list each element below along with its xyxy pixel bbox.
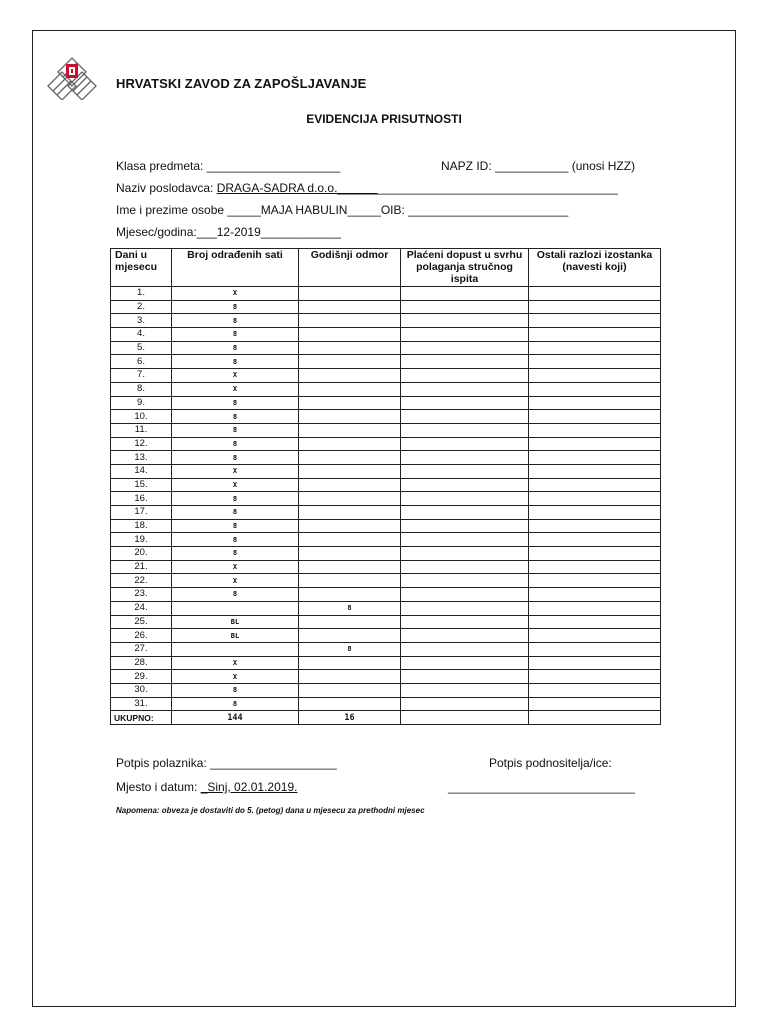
odmor-cell <box>299 382 401 396</box>
ostali-cell <box>529 382 661 396</box>
day-cell: 26. <box>111 629 172 643</box>
day-cell: 21. <box>111 560 172 574</box>
total-dopust <box>401 711 529 725</box>
day-cell: 2. <box>111 300 172 314</box>
odmor-cell <box>299 341 401 355</box>
ostali-cell <box>529 314 661 328</box>
sati-cell: 8 <box>172 533 299 547</box>
mjesto-label: Mjesto i datum: <box>116 780 201 794</box>
day-cell: 29. <box>111 670 172 684</box>
table-row <box>111 683 661 697</box>
sati-cell: 8 <box>172 396 299 410</box>
ostali-cell <box>529 287 661 301</box>
dopust-cell <box>401 656 529 670</box>
table-row <box>111 355 661 369</box>
ostali-cell <box>529 533 661 547</box>
dopust-cell <box>401 369 529 383</box>
odmor-cell <box>299 478 401 492</box>
ostali-cell <box>529 519 661 533</box>
table-row <box>111 492 661 506</box>
day-cell: 17. <box>111 506 172 520</box>
odmor-cell: 8 <box>299 601 401 615</box>
odmor-cell <box>299 588 401 602</box>
dopust-cell <box>401 642 529 656</box>
day-cell: 6. <box>111 355 172 369</box>
odmor-cell <box>299 574 401 588</box>
table-row <box>111 642 661 656</box>
sati-cell <box>172 642 299 656</box>
day-cell: 24. <box>111 601 172 615</box>
day-cell: 8. <box>111 382 172 396</box>
day-cell: 30. <box>111 683 172 697</box>
odmor-cell <box>299 328 401 342</box>
ostali-cell <box>529 547 661 561</box>
odmor-cell <box>299 369 401 383</box>
table-row <box>111 601 661 615</box>
day-cell: 1. <box>111 287 172 301</box>
table-row <box>111 478 661 492</box>
odmor-cell <box>299 615 401 629</box>
day-cell: 27. <box>111 642 172 656</box>
table-row <box>111 629 661 643</box>
ostali-cell <box>529 683 661 697</box>
ostali-cell <box>529 423 661 437</box>
table-row <box>111 615 661 629</box>
sati-cell: X <box>172 369 299 383</box>
day-cell: 23. <box>111 588 172 602</box>
ostali-cell <box>529 355 661 369</box>
ostali-cell <box>529 396 661 410</box>
dopust-cell <box>401 560 529 574</box>
odmor-cell <box>299 697 401 711</box>
sati-cell: 8 <box>172 588 299 602</box>
odmor-cell <box>299 410 401 424</box>
odmor-cell <box>299 629 401 643</box>
poslodavac-field[interactable] <box>116 181 618 195</box>
col-header-ostali: Ostali razlozi izostanka (navesti koji) <box>529 249 661 287</box>
odmor-cell <box>299 437 401 451</box>
total-label: UKUPNO: <box>111 711 172 725</box>
total-ostali <box>529 711 661 725</box>
odmor-cell <box>299 533 401 547</box>
day-cell: 25. <box>111 615 172 629</box>
ime-prezime-field[interactable] <box>116 203 568 217</box>
day-cell: 19. <box>111 533 172 547</box>
dopust-cell <box>401 697 529 711</box>
sati-cell: X <box>172 464 299 478</box>
odmor-cell <box>299 519 401 533</box>
sati-cell: 8 <box>172 341 299 355</box>
odmor-cell <box>299 314 401 328</box>
sati-cell: 8 <box>172 437 299 451</box>
dopust-cell <box>401 355 529 369</box>
table-row <box>111 451 661 465</box>
day-cell: 10. <box>111 410 172 424</box>
sati-cell: BL <box>172 629 299 643</box>
sati-cell: 8 <box>172 519 299 533</box>
ostali-cell <box>529 629 661 643</box>
ostali-cell <box>529 410 661 424</box>
odmor-cell <box>299 670 401 684</box>
dopust-cell <box>401 287 529 301</box>
odmor-cell <box>299 492 401 506</box>
day-cell: 13. <box>111 451 172 465</box>
day-cell: 22. <box>111 574 172 588</box>
dopust-cell <box>401 437 529 451</box>
table-row <box>111 670 661 684</box>
table-row <box>111 588 661 602</box>
table-row <box>111 656 661 670</box>
ime-value: _____MAJA HABULIN_____ <box>227 203 381 217</box>
day-cell: 4. <box>111 328 172 342</box>
dopust-cell <box>401 574 529 588</box>
sati-cell: 8 <box>172 547 299 561</box>
table-row <box>111 464 661 478</box>
dopust-cell <box>401 615 529 629</box>
table-row <box>111 547 661 561</box>
dopust-cell <box>401 328 529 342</box>
ostali-cell <box>529 697 661 711</box>
table-row <box>111 369 661 383</box>
table-row <box>111 300 661 314</box>
sati-cell: X <box>172 670 299 684</box>
ostali-cell <box>529 506 661 520</box>
dopust-cell <box>401 451 529 465</box>
dopust-cell <box>401 410 529 424</box>
klasa-predmeta-field[interactable]: Klasa predmeta: ____________________ <box>116 159 341 173</box>
odmor-cell <box>299 451 401 465</box>
sati-cell: 8 <box>172 328 299 342</box>
table-row <box>111 506 661 520</box>
odmor-cell <box>299 396 401 410</box>
dopust-cell <box>401 314 529 328</box>
sati-cell: X <box>172 478 299 492</box>
ostali-cell <box>529 328 661 342</box>
table-row <box>111 341 661 355</box>
total-row <box>111 711 661 725</box>
dopust-cell <box>401 629 529 643</box>
oib-label: OIB: ________________________ <box>380 203 569 217</box>
odmor-cell <box>299 423 401 437</box>
table-row <box>111 328 661 342</box>
ostali-cell <box>529 437 661 451</box>
ostali-cell <box>529 670 661 684</box>
odmor-cell <box>299 506 401 520</box>
sati-cell: 8 <box>172 683 299 697</box>
sati-cell: 8 <box>172 492 299 506</box>
day-cell: 28. <box>111 656 172 670</box>
ostali-cell <box>529 601 661 615</box>
ostali-cell <box>529 478 661 492</box>
table-row <box>111 287 661 301</box>
ostali-cell <box>529 560 661 574</box>
signature-line[interactable]: ____________________________ <box>448 780 635 794</box>
odmor-cell <box>299 300 401 314</box>
ostali-cell <box>529 492 661 506</box>
sati-cell: X <box>172 656 299 670</box>
odmor-cell <box>299 656 401 670</box>
col-header-sati: Broj odrađenih sati <box>172 249 299 287</box>
col-header-dani: Dani u mjesecu <box>111 249 172 287</box>
sati-cell: X <box>172 560 299 574</box>
odmor-cell <box>299 683 401 697</box>
sati-cell: X <box>172 382 299 396</box>
odmor-cell <box>299 464 401 478</box>
table-header-row <box>111 249 661 287</box>
odmor-cell <box>299 560 401 574</box>
table-row <box>111 423 661 437</box>
potpis-polaznika[interactable]: Potpis polaznika: ___________________ <box>116 756 337 770</box>
day-cell: 3. <box>111 314 172 328</box>
table-row <box>111 396 661 410</box>
day-cell: 20. <box>111 547 172 561</box>
dopust-cell <box>401 601 529 615</box>
poslodavac-label: Naziv poslodavca: <box>116 181 217 195</box>
potpis-podnositelja: Potpis podnositelja/ice: <box>489 756 612 770</box>
poslodavac-tail: ____________________________________ <box>377 181 618 195</box>
mjesec-label: Mjesec/godina: <box>116 225 197 239</box>
mjesto-value: _Sinj, 02.01.2019. <box>200 780 298 794</box>
sati-cell: 8 <box>172 355 299 369</box>
dopust-cell <box>401 423 529 437</box>
dopust-cell <box>401 464 529 478</box>
mjesto-datum-field[interactable] <box>116 780 297 794</box>
ostali-cell <box>529 574 661 588</box>
sati-cell: X <box>172 287 299 301</box>
col-header-odmor: Godišnji odmor <box>299 249 401 287</box>
sati-cell: 8 <box>172 451 299 465</box>
dopust-cell <box>401 478 529 492</box>
table-row <box>111 574 661 588</box>
day-cell: 7. <box>111 369 172 383</box>
odmor-cell <box>299 547 401 561</box>
ostali-cell <box>529 464 661 478</box>
table-row <box>111 533 661 547</box>
ostali-cell <box>529 341 661 355</box>
sati-cell: 8 <box>172 410 299 424</box>
total-sati: 144 <box>172 711 299 725</box>
dopust-cell <box>401 547 529 561</box>
hzz-logo <box>44 56 100 100</box>
sati-cell: 8 <box>172 697 299 711</box>
day-cell: 15. <box>111 478 172 492</box>
day-cell: 16. <box>111 492 172 506</box>
table-row <box>111 382 661 396</box>
sati-cell: 8 <box>172 314 299 328</box>
day-cell: 18. <box>111 519 172 533</box>
table-row <box>111 697 661 711</box>
ime-label: Ime i prezime osobe <box>116 203 228 217</box>
napz-id-field[interactable]: NAPZ ID: ___________ (unosi HZZ) <box>441 159 636 173</box>
day-cell: 11. <box>111 423 172 437</box>
dopust-cell <box>401 492 529 506</box>
sati-cell: BL <box>172 615 299 629</box>
dopust-cell <box>401 341 529 355</box>
sati-cell: 8 <box>172 300 299 314</box>
doc-title: EVIDENCIJA PRISUTNOSTI <box>306 112 462 126</box>
org-name: HRVATSKI ZAVOD ZA ZAPOŠLJAVANJE <box>116 76 367 91</box>
mjesec-godina-field[interactable] <box>116 225 341 239</box>
ostali-cell <box>529 615 661 629</box>
day-cell: 14. <box>111 464 172 478</box>
dopust-cell <box>401 588 529 602</box>
table-row <box>111 410 661 424</box>
ostali-cell <box>529 300 661 314</box>
table-row <box>111 519 661 533</box>
day-cell: 12. <box>111 437 172 451</box>
odmor-cell: 8 <box>299 642 401 656</box>
day-cell: 31. <box>111 697 172 711</box>
odmor-cell <box>299 355 401 369</box>
dopust-cell <box>401 533 529 547</box>
napomena-note: Napomena: obveza je dostaviti do 5. (petog) dana u mjesecu za prethodni mjesec <box>116 806 425 815</box>
dopust-cell <box>401 300 529 314</box>
mjesec-value: ___12-2019____________ <box>196 225 341 239</box>
day-cell: 5. <box>111 341 172 355</box>
ostali-cell <box>529 369 661 383</box>
dopust-cell <box>401 382 529 396</box>
poslodavac-value: DRAGA-SADRA d.o.o.______ <box>216 181 378 195</box>
ostali-cell <box>529 656 661 670</box>
sati-cell: X <box>172 574 299 588</box>
odmor-cell <box>299 287 401 301</box>
table-row <box>111 560 661 574</box>
sati-cell <box>172 601 299 615</box>
table-row <box>111 437 661 451</box>
sati-cell: 8 <box>172 506 299 520</box>
day-cell: 9. <box>111 396 172 410</box>
dopust-cell <box>401 506 529 520</box>
dopust-cell <box>401 670 529 684</box>
attendance-table <box>110 248 661 725</box>
dopust-cell <box>401 683 529 697</box>
sati-cell: 8 <box>172 423 299 437</box>
col-header-dopust: Plaćeni dopust u svrhu polaganja stručnog ispita <box>401 249 529 287</box>
ostali-cell <box>529 642 661 656</box>
dopust-cell <box>401 396 529 410</box>
total-odmor: 16 <box>299 711 401 725</box>
table-row <box>111 314 661 328</box>
ostali-cell <box>529 451 661 465</box>
ostali-cell <box>529 588 661 602</box>
dopust-cell <box>401 519 529 533</box>
